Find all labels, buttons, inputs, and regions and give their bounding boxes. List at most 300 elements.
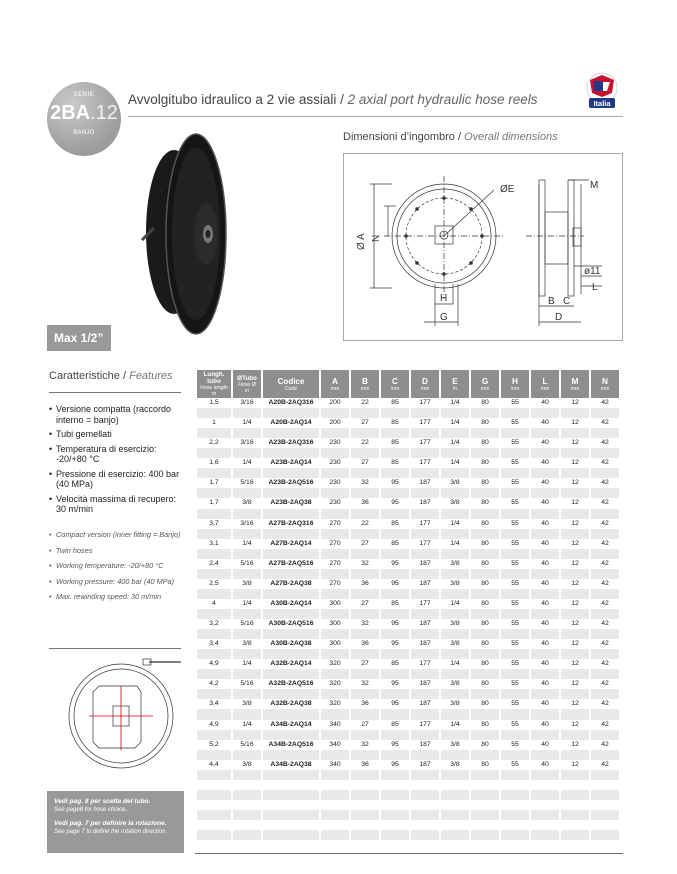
max-hose-size: Max 1/2” [47,325,111,351]
empty-cell [561,770,589,780]
empty-cell [351,830,379,840]
table-row [197,679,619,689]
table-cell: 55 [511,620,519,628]
table-cell: 55 [511,479,519,487]
table-empty-row [197,810,619,820]
empty-cell [263,689,319,699]
table-cell: 1/4 [450,459,460,467]
empty-cell [381,629,409,639]
empty-cell [233,589,261,599]
empty-cell [197,549,231,559]
table-row [197,559,619,569]
empty-cell [501,730,529,740]
table-cell: 55 [511,700,519,708]
empty-cell [471,428,499,438]
table-cell: 85 [391,599,399,607]
column-header: L mm [531,370,559,398]
table-cell: 12 [571,459,579,467]
table-cell: 3/8 [450,499,460,507]
table-cell: 85 [391,439,399,447]
table-cell: 55 [511,579,519,587]
empty-cell [501,468,529,478]
table-cell: 40 [541,439,549,447]
table-header-row [197,370,619,398]
table-cell: 230 [329,439,341,447]
table-cell: 12 [571,439,579,447]
empty-cell [591,810,619,820]
table-cell: 230 [329,479,341,487]
empty-cell [471,408,499,418]
table-spacer-row [197,649,619,659]
table-cell: 36 [361,700,369,708]
empty-cell [233,830,261,840]
empty-cell [471,448,499,458]
empty-cell [471,810,499,820]
empty-cell [591,629,619,639]
empty-cell [233,820,261,830]
empty-cell [197,750,231,760]
empty-cell [351,509,379,519]
empty-cell [411,830,439,840]
empty-cell [501,629,529,639]
empty-cell [197,569,231,579]
page-title: Avvolgitubo idraulico a 2 vie assiali / 2 axial port hydraulic hose reels [128,92,538,107]
empty-cell [591,770,619,780]
empty-cell [531,770,559,780]
empty-cell [441,780,469,790]
table-cell: 40 [541,559,549,567]
product-code-cell: A27B-2AQ316 [268,519,314,527]
empty-cell [411,770,439,780]
empty-cell [197,780,231,790]
empty-cell [351,408,379,418]
empty-cell [471,629,499,639]
svg-text:ØE: ØE [500,184,515,195]
empty-cell [531,428,559,438]
table-row [197,579,619,589]
empty-cell [441,810,469,820]
empty-cell [501,669,529,679]
empty-cell [233,750,261,760]
empty-cell [501,609,529,619]
table-cell: 80 [481,539,489,547]
table-bottom-rule [195,853,623,854]
note-rotation: Vedi pag. 7 per definire la rotazione. [54,820,167,827]
empty-cell [591,529,619,539]
empty-cell [591,428,619,438]
table-cell: 40 [541,399,549,407]
column-header: C mm [381,370,409,398]
empty-cell [411,428,439,438]
table-cell: 42 [601,539,609,547]
features-title: Caratteristiche / Features [49,370,173,382]
table-cell: 177 [419,419,431,427]
table-cell: 12 [571,419,579,427]
table-cell: 300 [329,620,341,628]
table-cell: 80 [481,439,489,447]
empty-cell [561,529,589,539]
empty-cell [381,820,409,830]
table-row [197,519,619,529]
empty-cell [441,830,469,840]
table-row [197,639,619,649]
svg-text:M: M [590,180,599,191]
product-table [195,370,621,840]
table-row [197,619,619,629]
empty-cell [381,589,409,599]
empty-cell [197,800,231,810]
table-cell: 85 [391,419,399,427]
empty-cell [441,509,469,519]
table-cell: 1/4 [242,539,252,547]
table-cell: 42 [601,439,609,447]
empty-cell [471,609,499,619]
empty-cell [561,730,589,740]
empty-cell [381,428,409,438]
empty-cell [441,800,469,810]
table-cell: 55 [511,740,519,748]
note-hose-choice: Vedi pag. 8 per scelta del tubo. [54,798,151,805]
table-cell: 177 [419,459,431,467]
table-cell: 95 [391,579,399,587]
empty-cell [441,750,469,760]
table-cell: 40 [541,700,549,708]
empty-cell [501,810,529,820]
empty-cell [233,428,261,438]
svg-text:C: C [563,296,571,307]
empty-cell [321,468,349,478]
empty-cell [233,780,261,790]
empty-cell [531,609,559,619]
empty-cell [531,589,559,599]
table-cell: 95 [391,680,399,688]
note-rotation-en: See page 7 to define the rotation direction. [54,829,168,835]
empty-cell [321,709,349,719]
table-cell: 36 [361,579,369,587]
empty-cell [411,790,439,800]
table-cell: 80 [481,399,489,407]
table-cell: 1/4 [450,660,460,668]
empty-cell [233,448,261,458]
table-cell: 320 [329,680,341,688]
table-cell: 95 [391,740,399,748]
empty-cell [501,408,529,418]
table-cell: 40 [541,499,549,507]
table-cell: 1/4 [450,399,460,407]
empty-cell [263,488,319,498]
empty-cell [263,780,319,790]
table-cell: 5/16 [240,559,254,567]
table-cell: 187 [419,559,431,567]
table-cell: 1/4 [242,459,252,467]
empty-cell [501,790,529,800]
table-spacer-row [197,488,619,498]
empty-cell [351,609,379,619]
empty-cell [233,408,261,418]
empty-cell [591,730,619,740]
table-spacer-row [197,730,619,740]
empty-cell [263,468,319,478]
product-code-cell: A27B-2AQ516 [268,559,314,567]
table-cell: 2,4 [209,559,219,567]
empty-cell [381,529,409,539]
table-cell: 3/8 [242,700,252,708]
empty-cell [381,750,409,760]
empty-cell [531,488,559,498]
table-cell: 3/8 [450,620,460,628]
table-cell: 55 [511,599,519,607]
empty-cell [197,820,231,830]
empty-cell [591,709,619,719]
empty-cell [321,609,349,619]
table-cell: 3,7 [209,519,219,527]
table-cell: 177 [419,660,431,668]
product-code-cell: A30B-2AQ14 [270,599,312,607]
column-header: H mm [501,370,529,398]
table-cell: 27 [361,720,369,728]
table-row [197,539,619,549]
table-cell: 42 [601,519,609,527]
table-cell: 12 [571,519,579,527]
series-label: SERIE [73,92,95,98]
table-row [197,699,619,709]
empty-cell [381,549,409,559]
table-cell: 12 [571,499,579,507]
table-cell: 80 [481,620,489,628]
empty-cell [197,730,231,740]
empty-cell [233,609,261,619]
table-cell: 230 [329,459,341,467]
empty-cell [441,709,469,719]
table-cell: 5/16 [240,680,254,688]
table-row [197,458,619,468]
features-divider-bottom [49,648,181,649]
empty-cell [471,488,499,498]
empty-cell [411,609,439,619]
empty-cell [531,709,559,719]
table-cell: 177 [419,599,431,607]
empty-cell [233,529,261,539]
empty-cell [351,468,379,478]
series-variant: BANJO [73,130,95,136]
empty-cell [411,408,439,418]
empty-cell [591,408,619,418]
table-cell: 187 [419,479,431,487]
table-cell: 4,9 [209,720,219,728]
table-cell: 3/8 [450,760,460,768]
feature-item: • Temperatura di esercizio: -20/+80 °C [49,444,184,465]
table-cell: 27 [361,539,369,547]
empty-cell [471,569,499,579]
table-cell: 42 [601,720,609,728]
empty-cell [351,448,379,458]
empty-cell [321,448,349,458]
empty-cell [351,770,379,780]
empty-cell [197,770,231,780]
table-spacer-row [197,689,619,699]
empty-cell [411,649,439,659]
table-cell: 12 [571,660,579,668]
empty-cell [197,609,231,619]
empty-cell [381,800,409,810]
empty-cell [441,468,469,478]
table-cell: 42 [601,640,609,648]
empty-cell [561,689,589,699]
title-divider [128,116,623,117]
table-cell: 85 [391,720,399,728]
empty-cell [233,488,261,498]
empty-cell [351,428,379,438]
product-code-cell: A32B-2AQ14 [270,660,312,668]
table-cell: 36 [361,760,369,768]
table-spacer-row [197,529,619,539]
empty-cell [197,468,231,478]
empty-cell [321,820,349,830]
empty-cell [411,820,439,830]
table-cell: 95 [391,640,399,648]
empty-cell [501,549,529,559]
empty-cell [263,669,319,679]
table-cell: 12 [571,760,579,768]
table-cell: 1/4 [242,419,252,427]
empty-cell [561,790,589,800]
svg-text:Ø A: Ø A [356,233,367,250]
table-cell: 4 [212,599,216,607]
empty-cell [321,810,349,820]
table-cell: 80 [481,479,489,487]
table-cell: 32 [361,680,369,688]
table-cell: 55 [511,499,519,507]
table-cell: 95 [391,499,399,507]
empty-cell [471,669,499,679]
table-cell: 80 [481,660,489,668]
empty-cell [197,448,231,458]
table-cell: 187 [419,680,431,688]
column-header: ØTubo Hose Ø in [233,370,261,398]
table-cell: 27 [361,419,369,427]
table-cell: 187 [419,700,431,708]
empty-cell [321,790,349,800]
empty-cell [591,790,619,800]
empty-cell [441,589,469,599]
empty-cell [263,629,319,639]
empty-cell [351,810,379,820]
empty-cell [531,509,559,519]
empty-cell [441,820,469,830]
table-cell: 1/4 [450,519,460,527]
table-cell: 55 [511,720,519,728]
empty-cell [531,408,559,418]
empty-cell [411,709,439,719]
table-cell: 3/8 [242,579,252,587]
empty-cell [441,488,469,498]
table-cell: 42 [601,419,609,427]
features-list-en [49,530,184,608]
empty-cell [591,509,619,519]
product-code-cell: A23B-2AQ516 [268,479,314,487]
empty-cell [471,800,499,810]
table-cell: 1,6 [209,459,219,467]
empty-cell [233,770,261,780]
table-spacer-row [197,750,619,760]
table-cell: 42 [601,760,609,768]
table-cell: 95 [391,559,399,567]
table-cell: 3,4 [209,700,219,708]
table-cell: 3/8 [242,499,252,507]
table-cell: 3/8 [242,640,252,648]
table-cell: 187 [419,620,431,628]
empty-cell [411,800,439,810]
table-cell: 42 [601,599,609,607]
empty-cell [471,509,499,519]
table-cell: 1/4 [450,539,460,547]
table-cell: 187 [419,760,431,768]
svg-text:G: G [440,312,448,323]
table-cell: 1 [212,419,216,427]
table-cell: 55 [511,399,519,407]
empty-cell [381,689,409,699]
table-cell: 32 [361,620,369,628]
empty-cell [531,750,559,760]
column-header: G mm [471,370,499,398]
empty-cell [531,790,559,800]
empty-cell [411,780,439,790]
empty-cell [501,529,529,539]
empty-cell [381,709,409,719]
table-cell: 3/8 [450,579,460,587]
table-cell: 40 [541,620,549,628]
table-row [197,599,619,609]
table-cell: 80 [481,720,489,728]
empty-cell [263,820,319,830]
empty-cell [561,649,589,659]
feature-item-en: • Compact version (inner fitting = Banjo) [49,530,184,540]
product-code-cell: A34B-2AQ38 [270,760,312,768]
table-spacer-row [197,509,619,519]
empty-cell [381,830,409,840]
features-divider [49,392,181,393]
svg-text:B: B [548,296,555,307]
product-code-cell: A23B-2AQ14 [270,459,312,467]
table-cell: 40 [541,720,549,728]
table-cell: 5/16 [240,479,254,487]
table-empty-row [197,800,619,810]
empty-cell [381,770,409,780]
table-cell: 27 [361,459,369,467]
table-cell: 95 [391,620,399,628]
empty-cell [501,830,529,840]
product-code-cell: A23B-2AQ38 [270,499,312,507]
empty-cell [531,800,559,810]
table-cell: 12 [571,620,579,628]
empty-cell [441,649,469,659]
empty-cell [321,730,349,740]
table-spacer-row [197,569,619,579]
table-empty-row [197,830,619,840]
table-cell: 3/8 [450,640,460,648]
empty-cell [321,569,349,579]
empty-cell [351,589,379,599]
empty-cell [411,529,439,539]
empty-cell [591,448,619,458]
empty-cell [233,569,261,579]
table-cell: 2,5 [209,579,219,587]
table-cell: 40 [541,640,549,648]
empty-cell [591,689,619,699]
table-spacer-row [197,669,619,679]
table-cell: 22 [361,439,369,447]
empty-cell [441,629,469,639]
